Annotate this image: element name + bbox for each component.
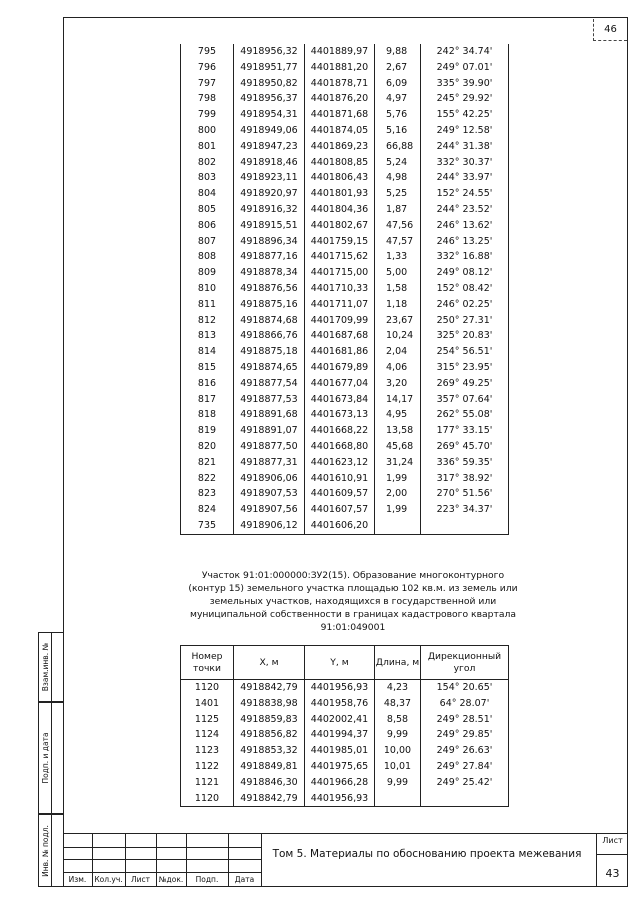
cell-point: 801: [181, 139, 234, 155]
table-row: [181, 392, 509, 408]
table-row: [181, 759, 509, 775]
page-corner-number: 46: [593, 19, 627, 41]
cell-bearing: 249° 08.12': [421, 265, 509, 281]
cell-length: 8,58: [375, 712, 421, 728]
cell-y: 4401876,20: [305, 91, 375, 107]
cell-length: 4,97: [375, 91, 421, 107]
cell-y: 4401709,99: [305, 313, 375, 329]
cell-length: 10,00: [375, 743, 421, 759]
cell-bearing: 246° 02.25': [421, 297, 509, 313]
cell-x: 4918849,81: [234, 759, 305, 775]
cell-y: 4401808,85: [305, 155, 375, 171]
cell-length: 4,98: [375, 170, 421, 186]
cell-point: 1120: [181, 791, 234, 807]
cell-bearing: [421, 518, 509, 534]
cell-point: 810: [181, 281, 234, 297]
table-row: [181, 91, 509, 107]
cell-length: 5,00: [375, 265, 421, 281]
table-row: [181, 471, 509, 487]
cell-y: 4401874,05: [305, 123, 375, 139]
cell-x: 4918947,23: [234, 139, 305, 155]
cell-length: 47,56: [375, 218, 421, 234]
table-row: [181, 791, 509, 807]
cell-length: 10,24: [375, 328, 421, 344]
cell-point: 813: [181, 328, 234, 344]
cell-bearing: 244° 31.38': [421, 139, 509, 155]
cell-x: 4918842,79: [234, 791, 305, 807]
cell-length: 10,01: [375, 759, 421, 775]
cell-point: 818: [181, 407, 234, 423]
table-row: [181, 328, 509, 344]
cell-bearing: 357° 07.64': [421, 392, 509, 408]
cell-point: 799: [181, 107, 234, 123]
cell-bearing: 249° 27.84': [421, 759, 509, 775]
cell-point: 805: [181, 202, 234, 218]
table-row: [181, 281, 509, 297]
cell-y: 4402002,41: [305, 712, 375, 728]
cell-bearing: 249° 25.42': [421, 775, 509, 791]
cell-bearing: 315° 23.95': [421, 360, 509, 376]
cell-length: 2,04: [375, 344, 421, 360]
cell-bearing: 325° 20.83': [421, 328, 509, 344]
cell-point: 819: [181, 423, 234, 439]
cell-length: 2,67: [375, 60, 421, 76]
cell-point: 735: [181, 518, 234, 534]
cell-x: 4918877,16: [234, 249, 305, 265]
cell-bearing: 336° 59.35': [421, 455, 509, 471]
sheet-number: 43: [605, 867, 620, 880]
cell-point: 816: [181, 376, 234, 392]
cell-bearing: 246° 13.62': [421, 218, 509, 234]
table-row: [181, 234, 509, 250]
cell-x: 4918915,51: [234, 218, 305, 234]
cell-y: 4401804,36: [305, 202, 375, 218]
cell-length: 4,95: [375, 407, 421, 423]
table-row: [181, 502, 509, 518]
cell-x: 4918877,53: [234, 392, 305, 408]
table-row: [181, 743, 509, 759]
cell-y: 4401956,93: [305, 680, 375, 696]
side-stamp-original-inventory: [38, 814, 63, 887]
coordinates-table: [180, 44, 509, 535]
table-row: [181, 712, 509, 728]
cell-bearing: 154° 20.65': [421, 680, 509, 696]
cell-bearing: 249° 07.01': [421, 60, 509, 76]
cell-x: 4918907,53: [234, 486, 305, 502]
cell-y: 4401802,67: [305, 218, 375, 234]
cell-x: 4918956,32: [234, 44, 305, 60]
cell-y: 4401673,13: [305, 407, 375, 423]
cell-y: 4401801,93: [305, 186, 375, 202]
cell-point: 821: [181, 455, 234, 471]
cell-y: 4401889,97: [305, 44, 375, 60]
table-row: [181, 360, 509, 376]
cell-y: 4401956,93: [305, 791, 375, 807]
stamp-header-signature: Подп.: [195, 875, 219, 884]
cell-bearing: 249° 28.51': [421, 712, 509, 728]
cell-bearing: 335° 39.90': [421, 76, 509, 92]
side-label: Подп. и дата: [41, 732, 50, 784]
cell-length: 47,57: [375, 234, 421, 250]
cell-length: 1,99: [375, 502, 421, 518]
cell-y: 4401806,43: [305, 170, 375, 186]
cell-point: 797: [181, 76, 234, 92]
cell-point: 808: [181, 249, 234, 265]
cell-point: 1121: [181, 775, 234, 791]
cell-y: 4401871,68: [305, 107, 375, 123]
cell-point: 823: [181, 486, 234, 502]
cell-x: 4918842,79: [234, 680, 305, 696]
table-row: [181, 155, 509, 171]
cell-y: 4401677,04: [305, 376, 375, 392]
cell-bearing: 245° 29.92': [421, 91, 509, 107]
cell-point: 795: [181, 44, 234, 60]
cell-x: 4918877,31: [234, 455, 305, 471]
cell-bearing: [421, 791, 509, 807]
cell-bearing: 332° 16.88': [421, 249, 509, 265]
cell-x: 4918875,18: [234, 344, 305, 360]
cell-y: 4401975,65: [305, 759, 375, 775]
cell-length: 3,20: [375, 376, 421, 392]
stamp-header-change: Изм.: [68, 875, 87, 884]
cell-length: 9,88: [375, 44, 421, 60]
cell-x: 4918859,83: [234, 712, 305, 728]
table-row: [181, 186, 509, 202]
cell-bearing: 64° 28.07': [421, 696, 509, 712]
cell-length: 48,37: [375, 696, 421, 712]
cell-bearing: 250° 27.31': [421, 313, 509, 329]
cell-x: 4918950,82: [234, 76, 305, 92]
cell-x: 4918866,76: [234, 328, 305, 344]
cell-length: [375, 791, 421, 807]
cell-point: 812: [181, 313, 234, 329]
table-row: [181, 518, 509, 534]
cell-length: 45,68: [375, 439, 421, 455]
cell-x: 4918877,54: [234, 376, 305, 392]
cell-length: 23,67: [375, 313, 421, 329]
cell-point: 824: [181, 502, 234, 518]
header-point-number: Номер точки: [181, 646, 234, 680]
cell-length: 9,99: [375, 775, 421, 791]
cell-point: 811: [181, 297, 234, 313]
cell-length: 1,33: [375, 249, 421, 265]
cell-length: 5,25: [375, 186, 421, 202]
cell-length: 9,99: [375, 727, 421, 743]
cell-y: 4401994,37: [305, 727, 375, 743]
cell-x: 4918923,11: [234, 170, 305, 186]
cell-x: 4918918,46: [234, 155, 305, 171]
cell-x: 4918891,68: [234, 407, 305, 423]
table-row: [181, 439, 509, 455]
cell-y: 4401679,89: [305, 360, 375, 376]
cell-point: 1120: [181, 680, 234, 696]
cell-length: 1,58: [375, 281, 421, 297]
cell-point: 820: [181, 439, 234, 455]
cell-y: 4401681,86: [305, 344, 375, 360]
cell-y: 4401668,80: [305, 439, 375, 455]
table-row: [181, 218, 509, 234]
stamp-header-count: Кол.уч.: [94, 875, 123, 884]
cell-y: 4401668,22: [305, 423, 375, 439]
cell-bearing: 332° 30.37': [421, 155, 509, 171]
header-length: Длина, м: [375, 646, 421, 680]
cell-length: 5,76: [375, 107, 421, 123]
cell-point: 817: [181, 392, 234, 408]
cell-x: 4918838,98: [234, 696, 305, 712]
table-row: [181, 376, 509, 392]
table-row: [181, 313, 509, 329]
cell-point: 806: [181, 218, 234, 234]
cell-y: 4401710,33: [305, 281, 375, 297]
cell-y: 4401623,12: [305, 455, 375, 471]
table-row: [181, 775, 509, 791]
cell-point: 800: [181, 123, 234, 139]
table-row: [181, 170, 509, 186]
cell-bearing: 177° 33.15': [421, 423, 509, 439]
cell-bearing: 249° 12.58': [421, 123, 509, 139]
sheet-label: Лист: [602, 836, 623, 845]
cell-bearing: 152° 08.42': [421, 281, 509, 297]
cell-length: 4,06: [375, 360, 421, 376]
cell-length: 4,23: [375, 680, 421, 696]
cell-length: 5,24: [375, 155, 421, 171]
cell-point: 804: [181, 186, 234, 202]
cell-point: 802: [181, 155, 234, 171]
cell-y: 4401711,07: [305, 297, 375, 313]
cell-x: 4918875,16: [234, 297, 305, 313]
cell-point: 1124: [181, 727, 234, 743]
cell-point: 809: [181, 265, 234, 281]
cell-y: 4401759,15: [305, 234, 375, 250]
cell-point: 807: [181, 234, 234, 250]
cell-length: [375, 518, 421, 534]
table-row: [181, 344, 509, 360]
cell-x: 4918920,97: [234, 186, 305, 202]
cell-length: 1,99: [375, 471, 421, 487]
cell-point: 814: [181, 344, 234, 360]
cell-x: 4918906,12: [234, 518, 305, 534]
cell-x: 4918874,65: [234, 360, 305, 376]
table-row: [181, 680, 509, 696]
cell-bearing: 249° 29.85': [421, 727, 509, 743]
cell-point: 796: [181, 60, 234, 76]
cell-x: 4918874,68: [234, 313, 305, 329]
table-row: [181, 249, 509, 265]
side-label: Взам.инв. №: [41, 642, 50, 692]
table-row: [181, 727, 509, 743]
cell-length: 13,58: [375, 423, 421, 439]
cell-y: 4401610,91: [305, 471, 375, 487]
table-row: [181, 139, 509, 155]
cell-point: 1401: [181, 696, 234, 712]
table-row: [181, 44, 509, 60]
table-row: [181, 123, 509, 139]
cell-point: 1122: [181, 759, 234, 775]
plot-coordinates-table: [180, 645, 509, 807]
table-row: [181, 455, 509, 471]
cell-point: 815: [181, 360, 234, 376]
cell-bearing: 249° 26.63': [421, 743, 509, 759]
cell-point: 798: [181, 91, 234, 107]
cell-x: 4918949,06: [234, 123, 305, 139]
cell-y: 4401607,57: [305, 502, 375, 518]
table-row: [181, 696, 509, 712]
table-row: [181, 297, 509, 313]
cell-bearing: 269° 49.25': [421, 376, 509, 392]
cell-bearing: 254° 56.51': [421, 344, 509, 360]
cell-point: 1125: [181, 712, 234, 728]
cell-x: 4918906,06: [234, 471, 305, 487]
header-y: Y, м: [305, 646, 375, 680]
header-x: X, м: [234, 646, 305, 680]
stamp-header-sheet: Лист: [130, 875, 150, 884]
cell-x: 4918876,56: [234, 281, 305, 297]
cell-x: 4918878,34: [234, 265, 305, 281]
cell-bearing: 246° 13.25': [421, 234, 509, 250]
cell-bearing: 155° 42.25': [421, 107, 509, 123]
cell-y: 4401687,68: [305, 328, 375, 344]
title-block: [63, 833, 628, 887]
cell-y: 4401609,57: [305, 486, 375, 502]
plot-description: Участок 91:01:000000:ЗУ2(15). Образование многоконтурного (контур 15) земельного участка площадью 102 кв.м. из земель или земельных участков, находящихся в государственной или муниципальной собственности в границах кадастрового квартала 91:01:049001: [188, 570, 518, 633]
cell-bearing: 317° 38.92': [421, 471, 509, 487]
document-title: Том 5. Материалы по обоснованию проекта межевания: [272, 848, 582, 860]
cell-length: 1,18: [375, 297, 421, 313]
cell-length: 2,00: [375, 486, 421, 502]
cell-x: 4918907,56: [234, 502, 305, 518]
cell-y: 4401881,20: [305, 60, 375, 76]
cell-point: 1123: [181, 743, 234, 759]
cell-x: 4918954,31: [234, 107, 305, 123]
cell-length: 5,16: [375, 123, 421, 139]
cell-y: 4401966,28: [305, 775, 375, 791]
cell-bearing: 223° 34.37': [421, 502, 509, 518]
cell-y: 4401673,84: [305, 392, 375, 408]
cell-y: 4401606,20: [305, 518, 375, 534]
cell-bearing: 262° 55.08': [421, 407, 509, 423]
cell-x: 4918846,30: [234, 775, 305, 791]
cell-bearing: 270° 51.56': [421, 486, 509, 502]
cell-length: 31,24: [375, 455, 421, 471]
side-label: Инв. № подл.: [41, 824, 50, 877]
table-row: [181, 423, 509, 439]
cell-length: 66,88: [375, 139, 421, 155]
stamp-header-doc: №док.: [158, 875, 184, 884]
cell-bearing: 244° 33.97': [421, 170, 509, 186]
cell-y: 4401869,23: [305, 139, 375, 155]
cell-x: 4918896,34: [234, 234, 305, 250]
table-row: [181, 107, 509, 123]
cell-x: 4918891,07: [234, 423, 305, 439]
cell-bearing: 152° 24.55': [421, 186, 509, 202]
cell-point: 822: [181, 471, 234, 487]
cell-x: 4918916,32: [234, 202, 305, 218]
cell-x: 4918877,50: [234, 439, 305, 455]
table-row: [181, 202, 509, 218]
stamp-header-date: Дата: [234, 875, 255, 884]
cell-x: 4918951,77: [234, 60, 305, 76]
table-row: [181, 76, 509, 92]
cell-bearing: 242° 34.74': [421, 44, 509, 60]
header-bearing: Дирекционный угол: [421, 646, 509, 680]
cell-x: 4918956,37: [234, 91, 305, 107]
cell-y: 4401985,01: [305, 743, 375, 759]
table-row: [181, 60, 509, 76]
cell-x: 4918853,32: [234, 743, 305, 759]
cell-length: 6,09: [375, 76, 421, 92]
table-row: [181, 486, 509, 502]
cell-point: 803: [181, 170, 234, 186]
cell-y: 4401715,62: [305, 249, 375, 265]
table-row: [181, 265, 509, 281]
cell-y: 4401715,00: [305, 265, 375, 281]
cell-y: 4401958,76: [305, 696, 375, 712]
cell-length: 14,17: [375, 392, 421, 408]
cell-length: 1,87: [375, 202, 421, 218]
cell-y: 4401878,71: [305, 76, 375, 92]
table-row: [181, 407, 509, 423]
cell-x: 4918856,82: [234, 727, 305, 743]
cell-bearing: 244° 23.52': [421, 202, 509, 218]
cell-bearing: 269° 45.70': [421, 439, 509, 455]
